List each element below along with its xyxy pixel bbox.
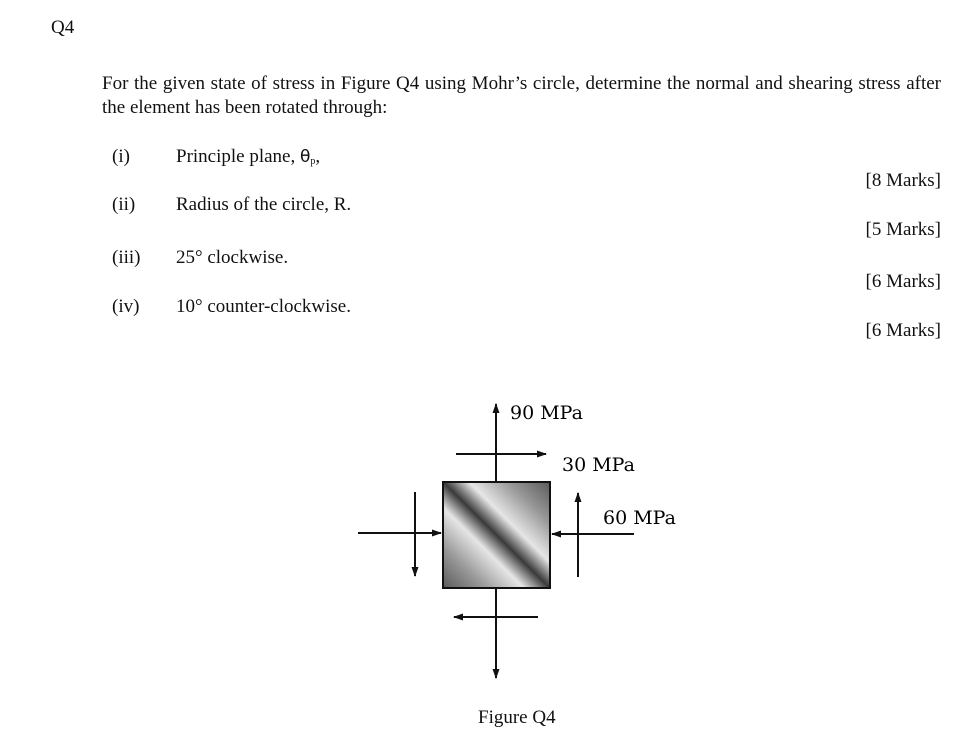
question-intro: For the given state of stress in Figure Q4 using Mohr’s circle, determine the normal and shearing stress after the element has been rotated through: xyxy=(102,73,941,118)
marks-part-2: [5 Marks] xyxy=(865,219,941,240)
stress-element-figure xyxy=(350,392,710,692)
label-90-mpa: 90 MPa xyxy=(510,402,583,424)
stress-element xyxy=(443,482,550,588)
part-number: (i) xyxy=(112,146,130,167)
part-number: (ii) xyxy=(112,194,136,215)
part-number: (iv) xyxy=(112,296,140,317)
part-text xyxy=(176,146,320,173)
marks-part-1: [8 Marks] xyxy=(865,170,941,191)
figure-caption: Figure Q4 xyxy=(478,707,556,728)
part-3 xyxy=(112,247,812,271)
theta-subscript: p xyxy=(310,156,316,167)
part-text: 10° counter-clockwise. xyxy=(176,296,351,317)
part-number: (iii) xyxy=(112,247,141,268)
part-2 xyxy=(112,194,812,218)
label-60-mpa: 60 MPa xyxy=(603,507,676,529)
label-30-mpa: 30 MPa xyxy=(562,454,635,476)
part-text: Radius of the circle, R. xyxy=(176,194,352,215)
part-text-suffix: , xyxy=(315,146,321,167)
part-text-main: Principle plane, xyxy=(176,146,300,167)
part-text: 25° clockwise. xyxy=(176,247,289,268)
question-label: Q4 xyxy=(51,17,75,38)
part-1 xyxy=(112,146,812,170)
part-4 xyxy=(112,296,812,320)
marks-part-3: [6 Marks] xyxy=(865,271,941,292)
theta-symbol: θ xyxy=(300,147,311,167)
marks-part-4: [6 Marks] xyxy=(865,320,941,341)
